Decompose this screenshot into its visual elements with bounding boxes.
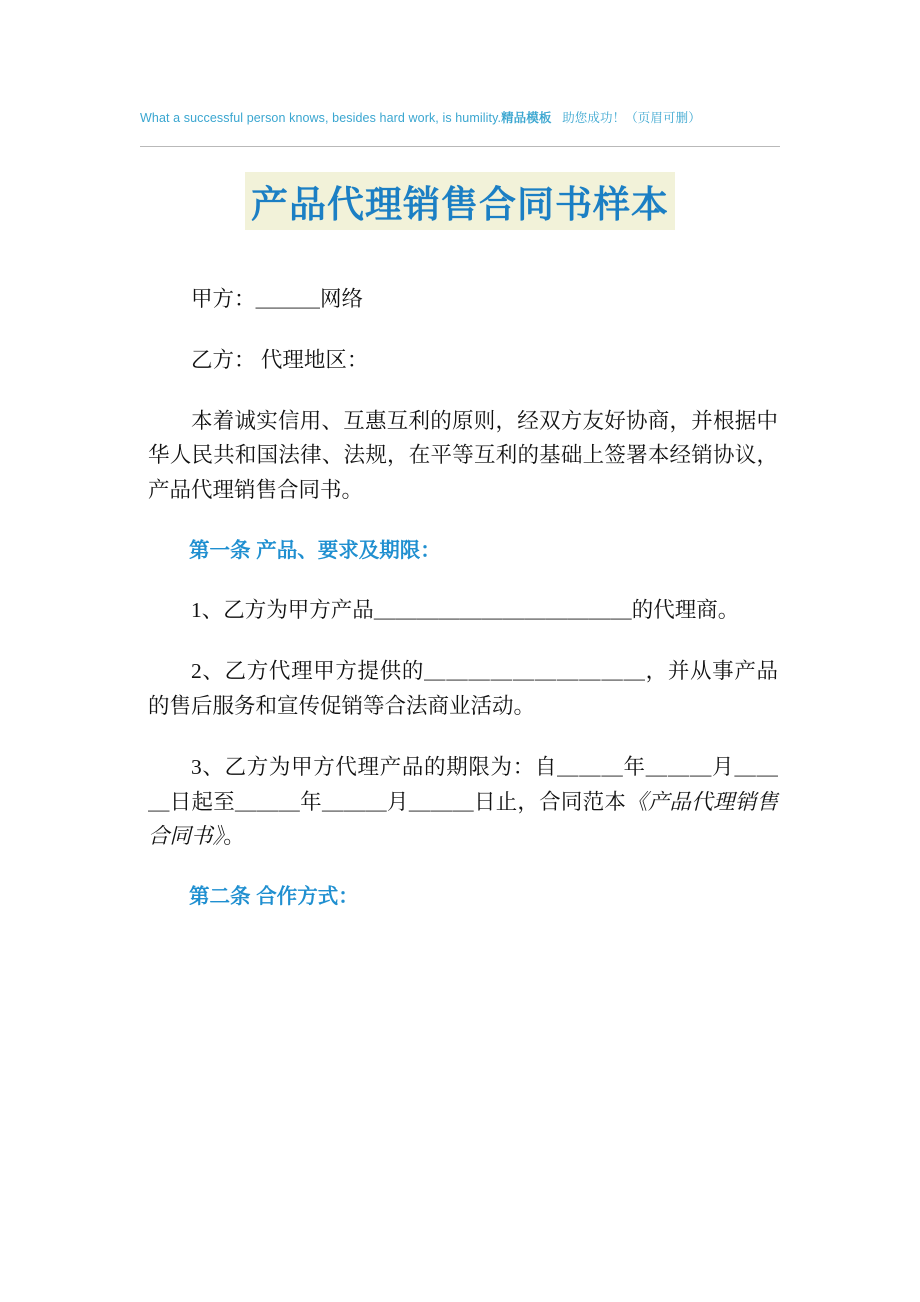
section-one-item-2: 2、乙方代理甲方提供的＿＿＿＿＿＿＿＿＿＿，并从事产品的售后服务和宣传促销等合法商业活动。	[148, 659, 778, 718]
page-header	[140, 108, 780, 126]
header-brand: 精品模板	[501, 111, 552, 125]
page-title	[0, 172, 920, 230]
item-3-book-title: 《产品代理销售合同书》	[148, 789, 778, 849]
item-3-suffix: 。	[223, 824, 245, 849]
section-two-heading: 第二条 合作方式：	[189, 885, 359, 909]
item-3-prefix: 3、乙方为甲方代理产品的期限为：自＿＿＿年＿＿＿月＿＿＿日起至＿＿＿年＿＿＿月＿＿＿日止，合同范本	[148, 754, 778, 814]
section-one-item-3	[148, 750, 778, 854]
header-divider	[140, 146, 780, 147]
section-one-item-1: 1、乙方为甲方产品＿＿＿＿＿＿＿＿＿＿＿＿的代理商。	[191, 598, 740, 623]
section-one-heading: 第一条 产品、要求及期限：	[189, 539, 441, 563]
header-tagline: 助您成功！（页眉可删）	[562, 111, 701, 125]
paragraph-preamble: 本着诚实信用、互惠互利的原则，经双方友好协商，并根据中华人民共和国法律、法规，在平等互利的基础上签署本经销协议，产品代理销售合同书。	[148, 408, 778, 503]
page-title-text: 产品代理销售合同书样本	[245, 172, 675, 230]
paragraph-party-b: 乙方： 代理地区：	[191, 347, 369, 372]
document-body	[148, 282, 778, 940]
header-text	[140, 108, 780, 126]
paragraph-party-a: 甲方：＿＿＿网络	[191, 287, 364, 311]
header-quote: What a successful person knows, besides hard work, is humility.	[140, 111, 502, 125]
